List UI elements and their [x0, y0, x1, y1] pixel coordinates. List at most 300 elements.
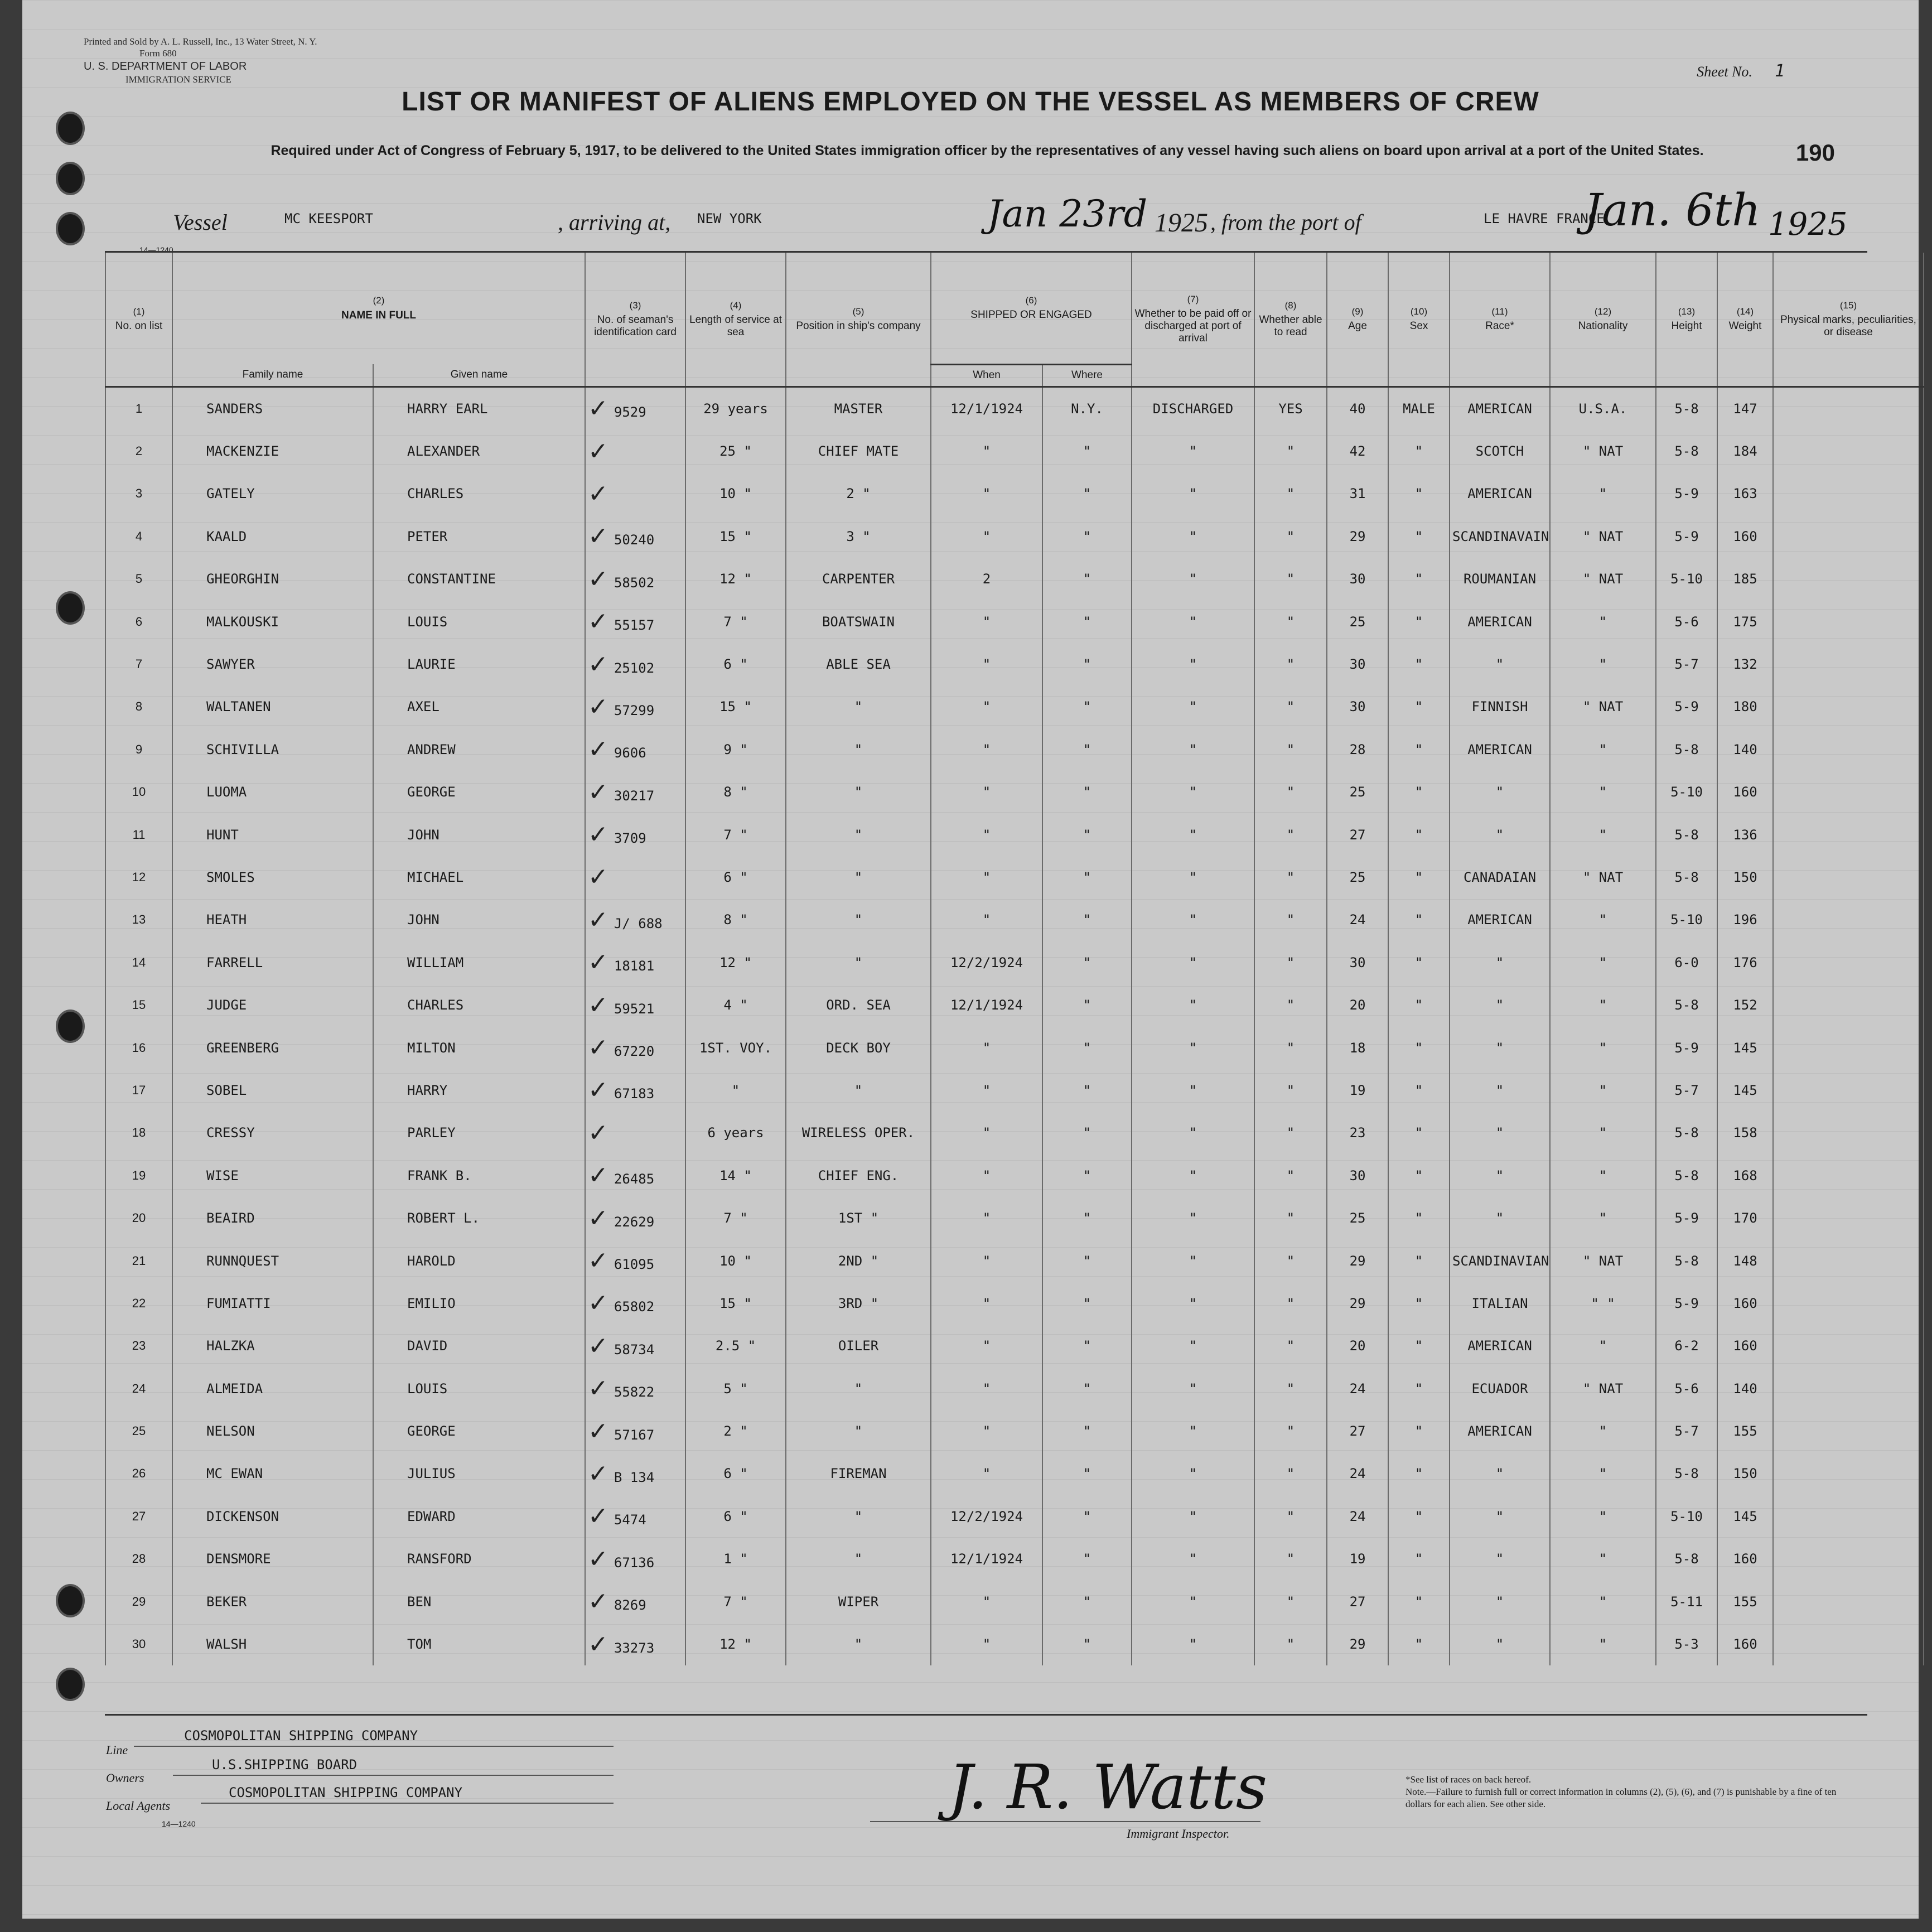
- cell-service: 4 ": [685, 984, 786, 1026]
- cell-nationality: ": [1550, 472, 1656, 515]
- cell-weight: 145: [1717, 1495, 1773, 1538]
- cell-given: DAVID: [373, 1325, 585, 1367]
- cell-given: LOUIS: [373, 1367, 585, 1409]
- cell-sex: MALE: [1388, 387, 1450, 430]
- cell-race: AMERICAN: [1450, 472, 1550, 515]
- cell-card: ✓ 61095: [585, 1239, 685, 1282]
- cell-nationality: ": [1550, 1112, 1656, 1154]
- cell-marks: [1773, 1069, 1924, 1112]
- cell-race: SCANDINAVAIN: [1450, 515, 1550, 558]
- cell-paid: ": [1132, 728, 1254, 771]
- cell-service: 15 ": [685, 515, 786, 558]
- cell-position: 3 ": [786, 515, 931, 558]
- cell-position: ": [786, 1495, 931, 1538]
- cell-family: ALMEIDA: [172, 1367, 373, 1409]
- cell-sex: ": [1388, 558, 1450, 600]
- cell-where: ": [1042, 430, 1132, 472]
- cell-where: ": [1042, 1623, 1132, 1665]
- cell-paid: ": [1132, 1197, 1254, 1239]
- cell-where: ": [1042, 1452, 1132, 1495]
- cell-age: 24: [1327, 1495, 1388, 1538]
- cell-age: 25: [1327, 771, 1388, 813]
- cell-given: MILTON: [373, 1026, 585, 1069]
- cell-marks: [1773, 856, 1924, 899]
- cell-paid: DISCHARGED: [1132, 387, 1254, 430]
- cell-weight: 163: [1717, 472, 1773, 515]
- cell-marks: [1773, 1410, 1924, 1452]
- cell-when: ": [931, 1580, 1042, 1622]
- cell-race: AMERICAN: [1450, 600, 1550, 643]
- cell-card: ✓ 59521: [585, 984, 685, 1026]
- cell-given: EMILIO: [373, 1282, 585, 1325]
- cell-nationality: " NAT: [1550, 430, 1656, 472]
- cell-given: PARLEY: [373, 1112, 585, 1154]
- table-row: [105, 813, 1924, 856]
- cell-read: ": [1254, 515, 1327, 558]
- arrival-year: 1925: [1155, 208, 1208, 238]
- line-company: COSMOPOLITAN SHIPPING COMPANY: [184, 1728, 418, 1743]
- cell-no: 25: [105, 1410, 172, 1452]
- cell-family: WALTANEN: [172, 685, 373, 728]
- cell-weight: 175: [1717, 600, 1773, 643]
- act-text: Required under Act of Congress of February 5, 1917, to be delivered to the United States immigration officer by the representatives of any vessel having such aliens on board upon arrival at a port of the United States.: [271, 143, 1704, 158]
- year-number: 190: [1795, 139, 1835, 166]
- cell-sex: ": [1388, 515, 1450, 558]
- cell-sex: ": [1388, 1325, 1450, 1367]
- cell-height: 5-8: [1656, 1112, 1717, 1154]
- cell-family: SAWYER: [172, 643, 373, 685]
- cell-age: 19: [1327, 1538, 1388, 1580]
- cell-marks: [1773, 1026, 1924, 1069]
- cell-weight: 168: [1717, 1155, 1773, 1197]
- cell-sex: ": [1388, 600, 1450, 643]
- check-mark-icon: ✓: [588, 991, 608, 1020]
- cell-family: FARRELL: [172, 941, 373, 984]
- cell-no: 29: [105, 1580, 172, 1622]
- cell-family: MACKENZIE: [172, 430, 373, 472]
- cell-no: 24: [105, 1367, 172, 1409]
- cell-sex: ": [1388, 1239, 1450, 1282]
- cell-position: 3RD ": [786, 1282, 931, 1325]
- cell-card: ✓ 50240: [585, 515, 685, 558]
- table-row: [105, 856, 1924, 899]
- cell-age: 30: [1327, 941, 1388, 984]
- cell-service: 1 ": [685, 1538, 786, 1580]
- cell-position: ": [786, 685, 931, 728]
- cell-when: ": [931, 600, 1042, 643]
- cell-age: 29: [1327, 515, 1388, 558]
- check-mark-icon: ✓: [588, 1459, 608, 1488]
- cell-weight: 158: [1717, 1112, 1773, 1154]
- table-row: [105, 1282, 1924, 1325]
- cell-position: ": [786, 941, 931, 984]
- cell-when: ": [931, 1623, 1042, 1665]
- cell-where: N.Y.: [1042, 387, 1132, 430]
- cell-where: ": [1042, 1197, 1132, 1239]
- cell-when: 12/1/1924: [931, 387, 1042, 430]
- cell-where: ": [1042, 899, 1132, 941]
- cell-service: 29 years: [685, 387, 786, 430]
- agents-rule: [201, 1803, 614, 1804]
- cell-given: CHARLES: [373, 984, 585, 1026]
- table-row: [105, 685, 1924, 728]
- cell-age: 27: [1327, 1410, 1388, 1452]
- check-mark-icon: ✓: [588, 948, 608, 977]
- col-where-header: Where: [1042, 364, 1132, 387]
- cell-card: ✓ 25102: [585, 643, 685, 685]
- cell-position: FIREMAN: [786, 1452, 931, 1495]
- arrival-port: NEW YORK: [697, 211, 762, 226]
- departure-year: 1925: [1768, 206, 1848, 243]
- cell-service: ": [685, 1069, 786, 1112]
- cell-race: ": [1450, 1580, 1550, 1622]
- cell-where: ": [1042, 984, 1132, 1026]
- cell-weight: 160: [1717, 1538, 1773, 1580]
- table-row: [105, 472, 1924, 515]
- cell-nationality: ": [1550, 1580, 1656, 1622]
- cell-position: ": [786, 1367, 931, 1409]
- table-row: [105, 1197, 1924, 1239]
- check-mark-icon: ✓: [588, 1076, 608, 1105]
- cell-paid: ": [1132, 1155, 1254, 1197]
- check-mark-icon: ✓: [588, 1502, 608, 1531]
- cell-service: 10 ": [685, 472, 786, 515]
- cell-weight: 176: [1717, 941, 1773, 984]
- cell-sex: ": [1388, 1580, 1450, 1622]
- cell-read: ": [1254, 1452, 1327, 1495]
- cell-paid: ": [1132, 899, 1254, 941]
- sheet-number: Sheet No. 1: [1697, 61, 1785, 81]
- cell-height: 6-0: [1656, 941, 1717, 984]
- cell-no: 21: [105, 1239, 172, 1282]
- table-row: [105, 1538, 1924, 1580]
- cell-card: ✓ 18181: [585, 941, 685, 984]
- cell-paid: ": [1132, 430, 1254, 472]
- cell-service: 1ST. VOY.: [685, 1026, 786, 1069]
- cell-card: ✓ B 134: [585, 1452, 685, 1495]
- cell-where: ": [1042, 1069, 1132, 1112]
- cell-nationality: ": [1550, 1538, 1656, 1580]
- cell-height: 6-2: [1656, 1325, 1717, 1367]
- line-rule: [134, 1746, 614, 1747]
- cell-weight: 147: [1717, 387, 1773, 430]
- cell-no: 23: [105, 1325, 172, 1367]
- cell-sex: ": [1388, 984, 1450, 1026]
- cell-read: ": [1254, 1069, 1327, 1112]
- cell-marks: [1773, 1325, 1924, 1367]
- cell-read: ": [1254, 1197, 1327, 1239]
- inspector-label: Immigrant Inspector.: [1127, 1827, 1230, 1841]
- vessel-label: Vessel: [173, 210, 228, 235]
- cell-race: ECUADOR: [1450, 1367, 1550, 1409]
- cell-family: FUMIATTI: [172, 1282, 373, 1325]
- cell-service: 7 ": [685, 600, 786, 643]
- cell-read: ": [1254, 1155, 1327, 1197]
- cell-nationality: " NAT: [1550, 856, 1656, 899]
- cell-nationality: ": [1550, 1495, 1656, 1538]
- punch-hole: [56, 1584, 85, 1617]
- cell-family: SMOLES: [172, 856, 373, 899]
- cell-service: 14 ": [685, 1155, 786, 1197]
- form-code: 14—1240: [139, 245, 173, 254]
- cell-height: 5-8: [1656, 1239, 1717, 1282]
- cell-where: ": [1042, 941, 1132, 984]
- cell-card: ✓ 9529: [585, 387, 685, 430]
- cell-sex: ": [1388, 1367, 1450, 1409]
- cell-paid: ": [1132, 1367, 1254, 1409]
- cell-height: 5-8: [1656, 430, 1717, 472]
- table-row: [105, 430, 1924, 472]
- cell-service: 6 ": [685, 856, 786, 899]
- cell-paid: ": [1132, 856, 1254, 899]
- cell-sex: ": [1388, 1452, 1450, 1495]
- cell-position: ": [786, 899, 931, 941]
- cell-age: 29: [1327, 1623, 1388, 1665]
- cell-nationality: " NAT: [1550, 1239, 1656, 1282]
- cell-weight: 180: [1717, 685, 1773, 728]
- col-service-header: (4) Length of service at sea: [685, 253, 786, 387]
- cell-marks: [1773, 941, 1924, 984]
- cell-nationality: ": [1550, 1623, 1656, 1665]
- cell-family: BEAIRD: [172, 1197, 373, 1239]
- cell-read: ": [1254, 558, 1327, 600]
- crew-table: [105, 251, 1916, 1716]
- cell-no: 13: [105, 899, 172, 941]
- cell-service: 12 ": [685, 558, 786, 600]
- cell-position: CHIEF ENG.: [786, 1155, 931, 1197]
- cell-marks: [1773, 728, 1924, 771]
- cell-read: ": [1254, 1367, 1327, 1409]
- cell-given: CONSTANTINE: [373, 558, 585, 600]
- cell-position: ": [786, 1623, 931, 1665]
- cell-age: 42: [1327, 430, 1388, 472]
- cell-age: 25: [1327, 600, 1388, 643]
- cell-weight: 160: [1717, 515, 1773, 558]
- cell-family: MALKOUSKI: [172, 600, 373, 643]
- cell-height: 5-9: [1656, 685, 1717, 728]
- cell-no: 26: [105, 1452, 172, 1495]
- cell-nationality: ": [1550, 941, 1656, 984]
- cell-weight: 160: [1717, 771, 1773, 813]
- table-row: [105, 1069, 1924, 1112]
- punch-hole: [56, 1668, 85, 1701]
- cell-read: ": [1254, 1282, 1327, 1325]
- cell-position: ORD. SEA: [786, 984, 931, 1026]
- cell-position: ": [786, 1410, 931, 1452]
- col-sex-header: (10) Sex: [1388, 253, 1450, 387]
- cell-marks: [1773, 1623, 1924, 1665]
- cell-age: 31: [1327, 472, 1388, 515]
- cell-weight: 184: [1717, 430, 1773, 472]
- table-row: [105, 1112, 1924, 1154]
- col-shipped-header: (6) SHIPPED OR ENGAGED: [931, 253, 1132, 364]
- cell-card: ✓ 8269: [585, 1580, 685, 1622]
- cell-family: SANDERS: [172, 387, 373, 430]
- cell-marks: [1773, 1538, 1924, 1580]
- table-row: [105, 1026, 1924, 1069]
- cell-given: FRANK B.: [373, 1155, 585, 1197]
- cell-nationality: ": [1550, 771, 1656, 813]
- cell-marks: [1773, 430, 1924, 472]
- check-mark-icon: ✓: [588, 863, 608, 892]
- cell-no: 30: [105, 1623, 172, 1665]
- cell-height: 5-8: [1656, 1155, 1717, 1197]
- cell-weight: 155: [1717, 1410, 1773, 1452]
- cell-service: 7 ": [685, 813, 786, 856]
- cell-no: 5: [105, 558, 172, 600]
- cell-paid: ": [1132, 941, 1254, 984]
- cell-sex: ": [1388, 430, 1450, 472]
- check-mark-icon: ✓: [588, 607, 608, 636]
- cell-age: 30: [1327, 685, 1388, 728]
- cell-position: ": [786, 813, 931, 856]
- check-mark-icon: ✓: [588, 564, 608, 593]
- cell-weight: 160: [1717, 1325, 1773, 1367]
- cell-read: ": [1254, 941, 1327, 984]
- cell-given: HAROLD: [373, 1239, 585, 1282]
- cell-no: 10: [105, 771, 172, 813]
- cell-position: ": [786, 856, 931, 899]
- cell-card: ✓ 67183: [585, 1069, 685, 1112]
- cell-paid: ": [1132, 1623, 1254, 1665]
- table-row: [105, 1580, 1924, 1622]
- cell-race: ": [1450, 1026, 1550, 1069]
- cell-no: 15: [105, 984, 172, 1026]
- cell-where: ": [1042, 558, 1132, 600]
- cell-when: ": [931, 472, 1042, 515]
- cell-sex: ": [1388, 1112, 1450, 1154]
- cell-height: 5-10: [1656, 899, 1717, 941]
- cell-race: FINNISH: [1450, 685, 1550, 728]
- table-row: [105, 1623, 1924, 1665]
- table-row: [105, 643, 1924, 685]
- cell-read: YES: [1254, 387, 1327, 430]
- table-row: [105, 1452, 1924, 1495]
- cell-race: ": [1450, 771, 1550, 813]
- cell-height: 5-8: [1656, 387, 1717, 430]
- cell-paid: ": [1132, 771, 1254, 813]
- cell-nationality: " NAT: [1550, 515, 1656, 558]
- cell-paid: ": [1132, 1538, 1254, 1580]
- cell-given: AXEL: [373, 685, 585, 728]
- cell-service: 15 ": [685, 1282, 786, 1325]
- cell-where: ": [1042, 1325, 1132, 1367]
- cell-nationality: " NAT: [1550, 558, 1656, 600]
- col-nationality-header: (12) Nationality: [1550, 253, 1656, 387]
- cell-when: ": [931, 1197, 1042, 1239]
- col-name-header: (2) NAME IN FULL: [172, 253, 585, 364]
- check-mark-icon: ✓: [588, 1630, 608, 1659]
- cell-read: ": [1254, 856, 1327, 899]
- cell-weight: 155: [1717, 1580, 1773, 1622]
- check-mark-icon: ✓: [588, 522, 608, 551]
- cell-position: OILER: [786, 1325, 931, 1367]
- cell-sex: ": [1388, 1495, 1450, 1538]
- cell-read: ": [1254, 472, 1327, 515]
- cell-where: ": [1042, 1282, 1132, 1325]
- cell-race: ": [1450, 1069, 1550, 1112]
- cell-where: ": [1042, 1538, 1132, 1580]
- cell-race: ": [1450, 1155, 1550, 1197]
- cell-nationality: ": [1550, 899, 1656, 941]
- cell-marks: [1773, 899, 1924, 941]
- owners-label: Owners: [106, 1771, 144, 1785]
- cell-marks: [1773, 387, 1924, 430]
- cell-card: ✓ 58734: [585, 1325, 685, 1367]
- cell-position: WIRELESS OPER.: [786, 1112, 931, 1154]
- cell-paid: ": [1132, 1239, 1254, 1282]
- cell-race: AMERICAN: [1450, 1325, 1550, 1367]
- cell-paid: ": [1132, 1112, 1254, 1154]
- cell-read: ": [1254, 1410, 1327, 1452]
- cell-marks: [1773, 984, 1924, 1026]
- cell-position: ABLE SEA: [786, 643, 931, 685]
- check-mark-icon: ✓: [588, 1204, 608, 1233]
- table-row: [105, 941, 1924, 984]
- cell-service: 15 ": [685, 685, 786, 728]
- cell-height: 5-9: [1656, 1026, 1717, 1069]
- cell-weight: 196: [1717, 899, 1773, 941]
- check-mark-icon: ✓: [588, 1374, 608, 1403]
- check-mark-icon: ✓: [588, 1289, 608, 1318]
- cell-no: 28: [105, 1538, 172, 1580]
- cell-when: ": [931, 728, 1042, 771]
- cell-height: 5-9: [1656, 515, 1717, 558]
- cell-given: RANSFORD: [373, 1538, 585, 1580]
- cell-age: 27: [1327, 1580, 1388, 1622]
- check-mark-icon: ✓: [588, 692, 608, 721]
- cell-card: [585, 472, 685, 515]
- cell-no: 17: [105, 1069, 172, 1112]
- cell-marks: [1773, 1155, 1924, 1197]
- punch-hole: [56, 1010, 85, 1043]
- cell-when: ": [931, 1410, 1042, 1452]
- cell-paid: ": [1132, 1580, 1254, 1622]
- cell-no: 1: [105, 387, 172, 430]
- cell-weight: 160: [1717, 1282, 1773, 1325]
- cell-age: 28: [1327, 728, 1388, 771]
- cell-service: 5 ": [685, 1367, 786, 1409]
- cell-sex: ": [1388, 1026, 1450, 1069]
- cell-service: 10 ": [685, 1239, 786, 1282]
- departure-port: LE HAVRE FRANCE: [1484, 211, 1605, 226]
- cell-position: ": [786, 1538, 931, 1580]
- signature-rule: [870, 1821, 1260, 1822]
- cell-read: ": [1254, 600, 1327, 643]
- cell-where: ": [1042, 643, 1132, 685]
- cell-sex: ": [1388, 472, 1450, 515]
- cell-weight: 148: [1717, 1239, 1773, 1282]
- cell-service: 12 ": [685, 1623, 786, 1665]
- cell-marks: [1773, 1112, 1924, 1154]
- cell-when: ": [931, 515, 1042, 558]
- cell-service: 12 ": [685, 941, 786, 984]
- cell-family: HALZKA: [172, 1325, 373, 1367]
- cell-given: TOM: [373, 1623, 585, 1665]
- cell-card: ✓ 55822: [585, 1367, 685, 1409]
- cell-given: JULIUS: [373, 1452, 585, 1495]
- cell-weight: 145: [1717, 1026, 1773, 1069]
- cell-card: ✓ J/ 688: [585, 899, 685, 941]
- table-row: [105, 1495, 1924, 1538]
- cell-nationality: ": [1550, 1452, 1656, 1495]
- cell-card: ✓ 58502: [585, 558, 685, 600]
- cell-no: 18: [105, 1112, 172, 1154]
- cell-given: MICHAEL: [373, 856, 585, 899]
- cell-height: 5-3: [1656, 1623, 1717, 1665]
- cell-race: SCOTCH: [1450, 430, 1550, 472]
- cell-paid: ": [1132, 1069, 1254, 1112]
